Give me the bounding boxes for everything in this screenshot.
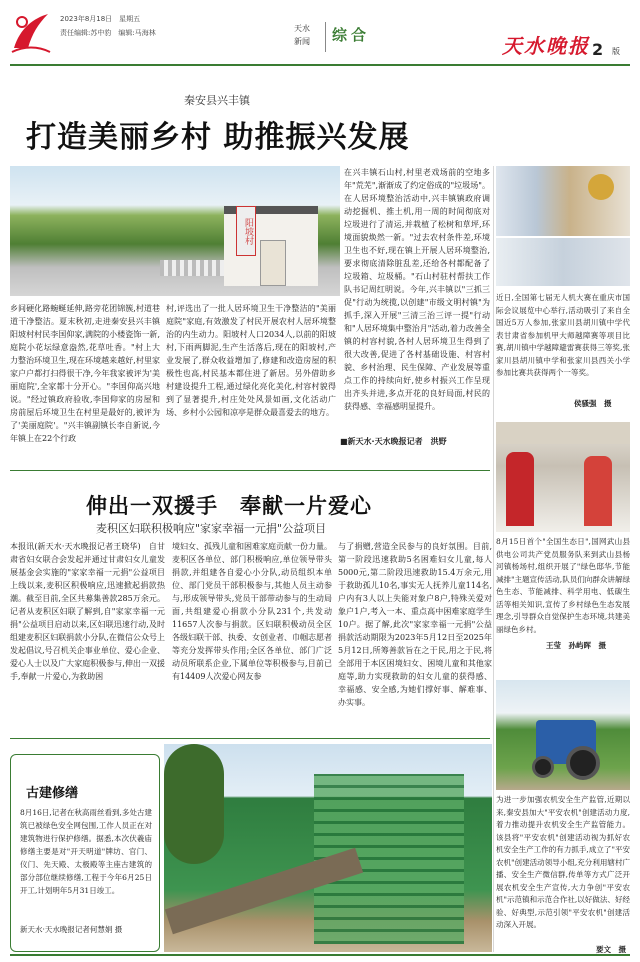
village-plaque: 阳坡村 <box>236 206 256 256</box>
drone-contest-photo <box>496 166 630 236</box>
article2-column-2: 境妇女、孤残儿童和困难家庭贡献一份力量。麦积区各单位、部门积极响应,单位领导带头捐款,并组建各自爱心小分队,动员组织本单位、部门党员干部积极参与,其他人员主动参与,形成领导带头,党员干部带动参与的生动局面,共组建爱心捐款小分队231个,共发动11657人次参与捐款。区妇联积极动员全区各级妇联干部、执委、女创业者、巾帼志愿者等充分发挥带头作用;全区各单位、部门广泛动员所联系企业,下属单位等积极参与,目前已有14409人次爱心网友参 <box>172 542 332 681</box>
page-header <box>0 0 640 64</box>
masthead-logo: 天水晚报 <box>502 34 590 58</box>
page-number: 2 <box>592 40 604 59</box>
right-caption-3: 为进一步加强农机安全生产监管,近期以来,秦安县加大"平安农机"创建活动力度,着力推动提升农机安全生产监管能力。该县将"平安农机"创建活动视为抓好农机安全生产工作的有力抓手,成立了"平安农机"创建活动领导小组,充分利用辖村广播、安全生产微信群,传单等方式广泛开展农机安全生产宣传,大力争创"平安农机"示范镇和示范合作社,以好做法、好经验、好典型,示范引领"平安农机"创建活动深入开展。 <box>496 795 630 929</box>
repair-sidebar-byline: 新天水·天水晚报记者何慧娟 摄 <box>20 925 123 934</box>
newspaper-logo-icon <box>8 8 54 56</box>
repair-sidebar-title: 古建修缮 <box>26 786 79 801</box>
section-title: 综合 <box>332 26 371 44</box>
category-label <box>294 22 326 52</box>
article1-byline: ■新天水·天水晚报记者 洪野 <box>340 437 447 446</box>
right-byline-1: 侯骚强 摄 <box>574 399 612 408</box>
photo-tree <box>164 744 224 864</box>
photo-volunteer <box>506 452 534 526</box>
article1-column-2: 村,评选出了一批人居环境卫生干净整洁的"美丽庭院"家庭,有效激发了村民开展农村人居环境整治的内生动力。阳坡村人口2034人,以前的阳坡村,下雨两脚泥,生产生活落后,现在的阳坡村,产业发展了,群众收益增加了,修建和改造房屋的积极性也高,村民基本都住进了新居。另外借助乡村建设提升工程,通过绿化亮化美化,村容村貌得到了显著提升,村庄处处风景如画,文化活动广场、乡村小公园和凉亭是群众最喜爱去的地方。 <box>166 304 336 417</box>
editor-credits: 责任编辑:苏中豹 编辑:马海林 <box>60 29 156 37</box>
photo-volunteer-2 <box>584 456 612 526</box>
temple-repair-photo <box>164 744 492 952</box>
photo-tent <box>496 422 630 444</box>
tractor-wheel-front <box>532 756 554 778</box>
column-divider <box>493 166 494 952</box>
article2-subtitle: 麦积区妇联积极响应"家家幸福一元捐"公益项目 <box>96 522 327 535</box>
photo-door <box>260 240 286 286</box>
page-number-suffix: 版 <box>612 47 620 56</box>
issue-date: 2023年8月18日 星期五 <box>60 15 141 23</box>
category-top: 天水 <box>294 24 310 33</box>
eco-day-photo <box>496 422 630 532</box>
repair-sidebar-text: 8月16日,记者在秋高雨丝看到,多处古建筑已被绿色安全网包围,工作人员正在对建筑物进行保护修缮。据悉,本次伏羲庙修缮主要是对"开天明道"牌坊、官门、仪门、先天殿、太极殿等主座古建筑的部分部位继续修缮,工程于今年6月25日开工,计划明年5月31日竣工。 <box>20 808 152 895</box>
section-divider <box>10 470 490 471</box>
article1-kicker: 秦安县兴丰镇 <box>184 94 250 107</box>
tractor-photo <box>496 680 630 790</box>
village-photo <box>10 166 340 296</box>
category-bottom: 新闻 <box>294 37 310 46</box>
article2-column-1: 本报讯(新天水·天水晚报记者王晓华) 自甘肃省妇女联合会发起并通过甘肃妇女儿童发展基金会实施的"家家幸福一元捐"公益项目上线以来,麦积区积极响应,迅速掀起捐款热潮。截至目前,全区共募集善款285万余元。记者从麦积区妇联了解到,自"家家幸福一元捐"公益项目启动以来,区妇联迅速行动,及时组建麦积区妇联捐款小分队,在微信公众号上发起倡议,号召机关企事业单位、爱心企业、爱心人士以及广大家庭积极参与,伸出一双援手,奉献一片爱心,为救助困 <box>10 542 165 681</box>
right-caption-1: 近日,全国第七届无人机大赛在重庆市国际会议展览中心举行,活动吸引了来自全国近5万人参加,张家川县胡川镇中学代表甘肃省参加机甲大师越障赛等项目比赛,胡川镇中学越障避雷赛获得三等奖,张家川县胡川镇中学和张家川县西关小学参加比赛共获得两个一等奖。 <box>496 293 630 377</box>
right-caption-2: 8月15日首个"全国生态日",国网武山县供电公司共产党员服务队来到武山县杨河镇杨场村,组织开展了"绿色邸华,节能减排"主题宣传活动,队员们向群众讲解绿色生态、节能减排、科学用电、低碳生活等相关知识,宣传了乡村绿色生态发展理念,引导群众自觉保护生态环境,共建美丽绿色乡村。 <box>496 537 630 634</box>
tractor-wheel <box>566 746 600 780</box>
right-byline-2: 王莹 孙屿晖 摄 <box>546 641 606 650</box>
medal-icon <box>588 174 614 200</box>
photo-fence <box>160 260 224 276</box>
article2-column-3: 与了捐赠,营造全民参与的良好氛围。目前,第一阶段迅速救助5名困难妇女儿童,每人5000元,第二阶段迅速救助15.4万余元,用于救助孤儿10名,事实无人抚养儿童114名,户内有3人以上失能对象户8户,特殊关爱对象户1户,考入一本、重点高中困难家庭学生10户。据了解,此次"家家幸福一元捐"公益捐款活动期限为2023年5月12日至2025年5月12日,所筹善款旨在之于民,用之于民,将全部用于本区困境妇女、困境儿童和其他家庭等,助力实现救助的妇女儿童的获得感、幸福感、安全感,为她们撑好事、解难事、办实事。 <box>338 542 492 707</box>
article1-column-1: 乡间硬化路蜿蜒延伸,路旁花团锦簇,村道巷道干净整洁。夏末秋初,走进秦安县兴丰镇阳坡村村民李国仰家,满院的小楼瓷饰一新,庭院小花坛绿意盎然,花草吐香。"村上大力整治环境卫生,现在环境越来越好,村里家家户户都打扫得很干净,今年我家被评为'美丽庭院',全家都十分开心。"李国仰高兴地说。"经过镇政府验收,李国仰家的房屋和房前屋后环境卫生在村里是最好的,被评为了'美丽庭院'。"兴丰镇副镇长李自新说,今年镇上在22个行政 <box>10 304 160 443</box>
header-divider <box>10 64 630 66</box>
section-divider-2 <box>10 738 490 739</box>
article2-headline: 伸出一双援手 奉献一片爱心 <box>86 494 372 518</box>
dateline <box>60 12 156 40</box>
article1-headline: 打造美丽乡村 助推振兴发展 <box>26 120 410 155</box>
students-photo <box>496 238 630 286</box>
right-column <box>496 166 630 952</box>
right-byline-3: 要文 摄 <box>596 945 626 954</box>
article1-column-3: 在兴丰镇石山村,村里老戏场前的空地多年"荒芜",渐渐成了约定俗成的"垃圾场"。在人居环境整治活动中,兴丰镇镇政府调动挖掘机、推土机,用一周的时间彻底对垃圾进行了清运,并栽植了松树和草坪,环境面貌焕然一新。"过去农村条件差,环境卫生也不好,现在镇上开展人居环境整治,要求彻底清除脏乱差,还给各村都配备了垃圾箱、垃圾桶。"石山村驻村帮扶工作队书记周红明说。今年,兴丰镇以"三抓三促"行动为统揽,以创建"市级文明村镇"为抓手,深入开展"三清三治三评一提"行动和"人居环境集中整治月"活动,着力改善全镇的村容村貌,各村人居环境卫生得到了很大改善,促进了各村基础设施、村容村貌、乡村治理、民生保障、产业发展等重点工作的持续向好,使乡村振兴工作呈现出齐头并进,多点开花的良好局面,村民的获得感、幸福感明显提升。 <box>344 168 490 411</box>
footer-divider <box>10 954 630 956</box>
